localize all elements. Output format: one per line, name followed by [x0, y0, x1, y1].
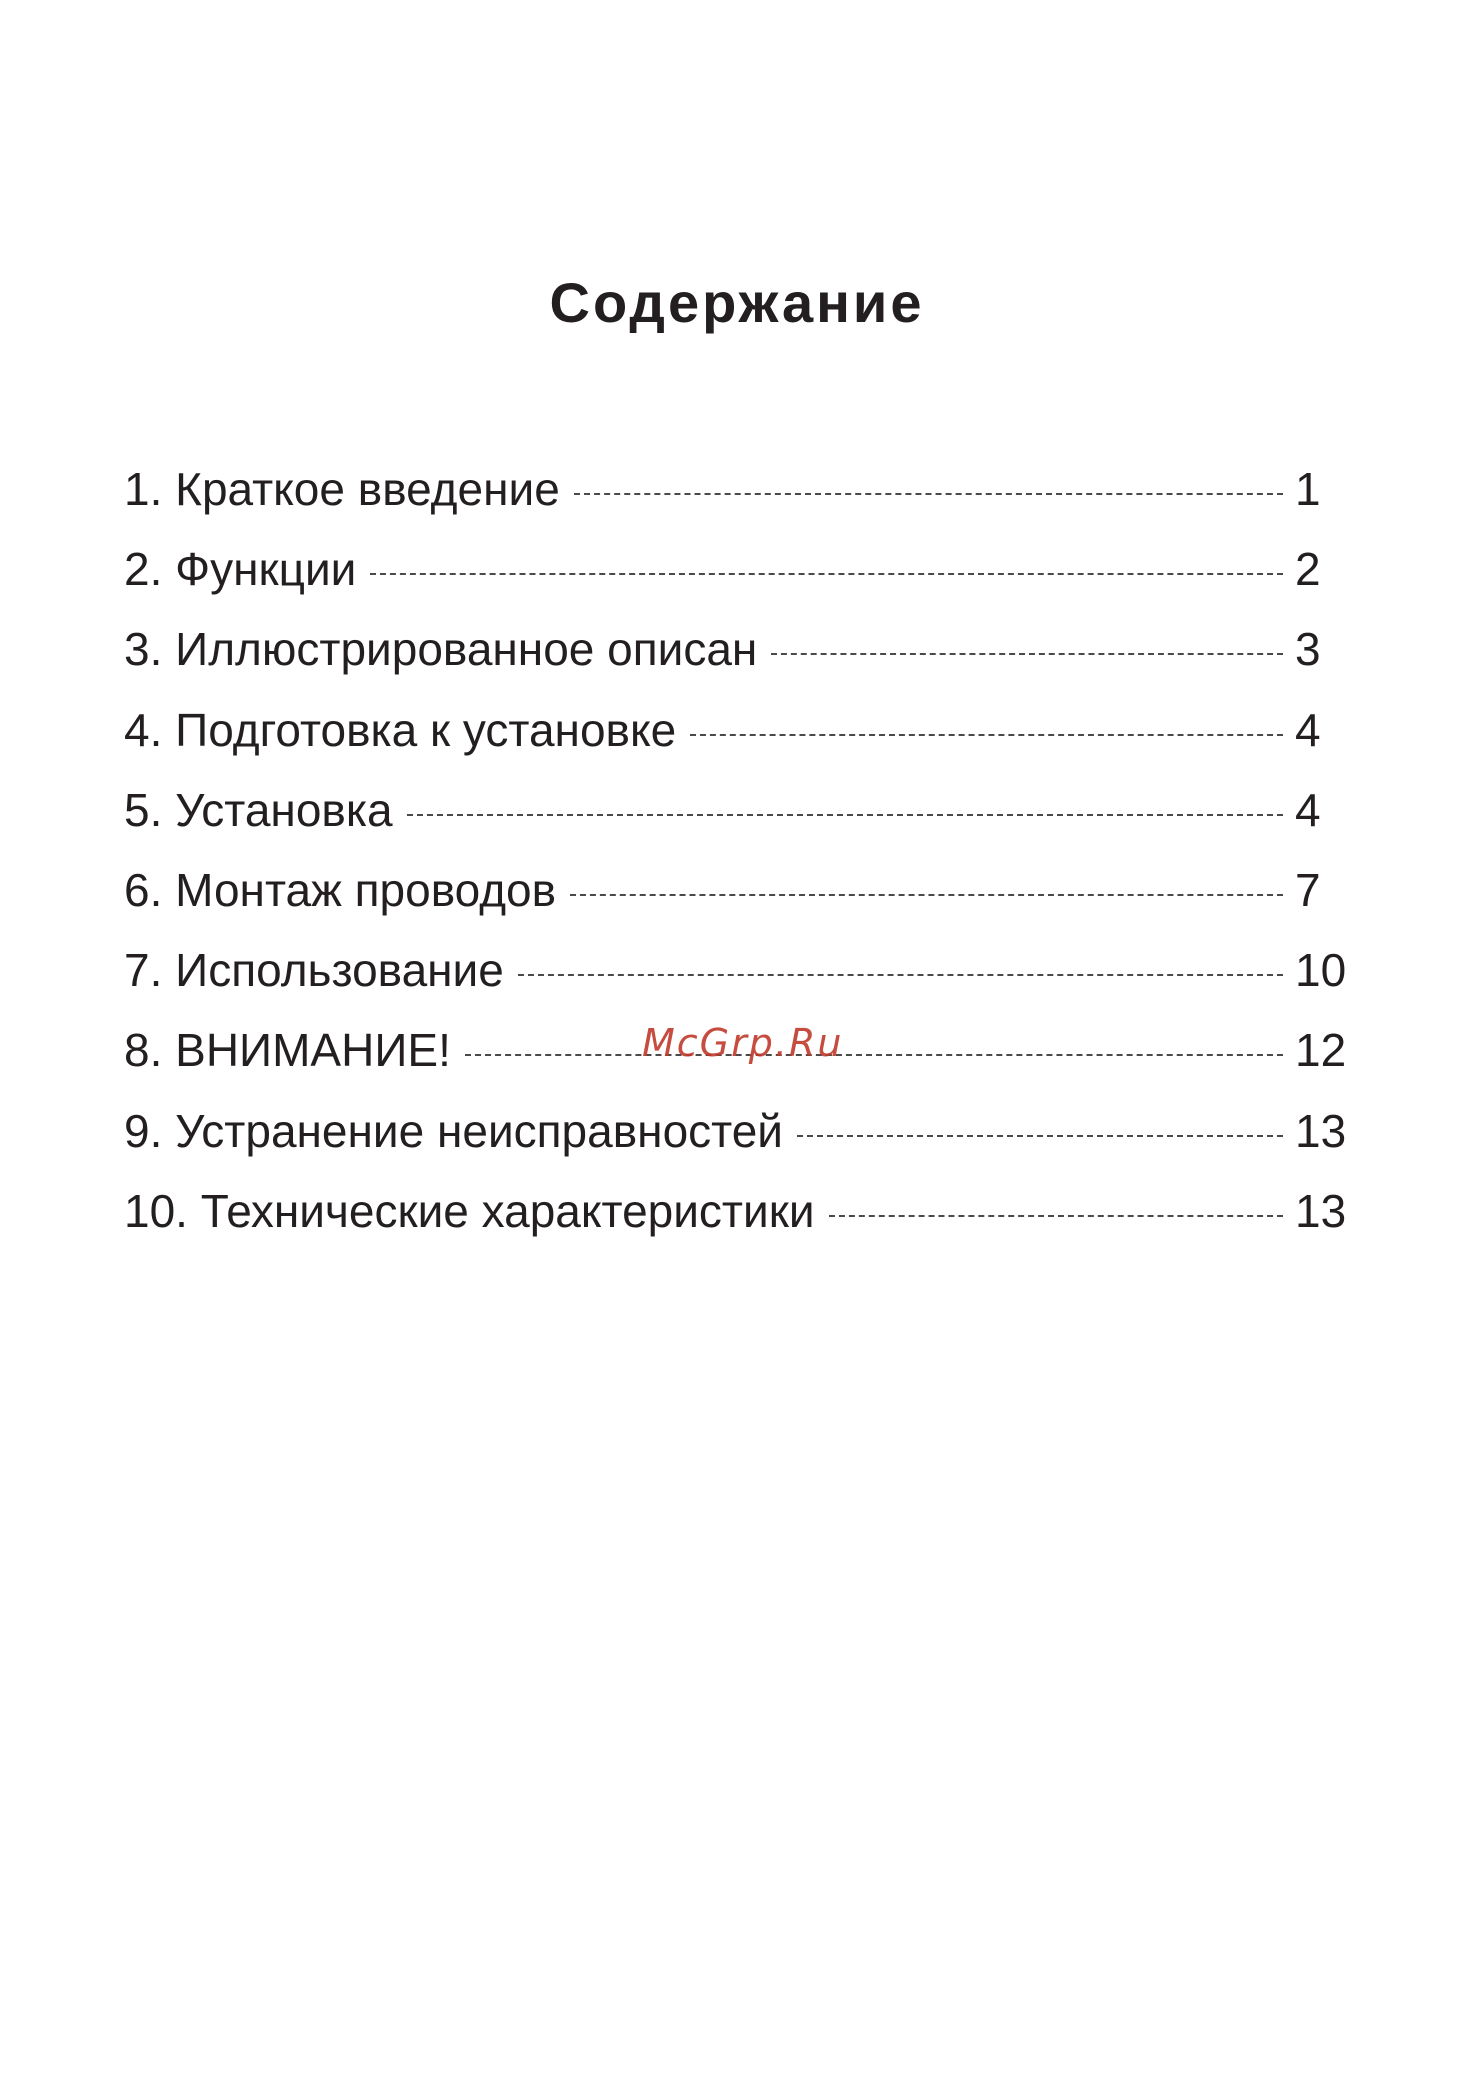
toc-page-number: 4 [1295, 703, 1321, 756]
dot-leader [518, 974, 1283, 976]
toc-page-number: 13 [1295, 1184, 1347, 1237]
toc-entry-4[interactable] [124, 700, 1369, 780]
dot-leader [690, 734, 1283, 736]
toc-page-number: 1 [1295, 463, 1321, 515]
toc-entry-label: 6. Монтаж проводов [124, 863, 557, 916]
toc-entry-10[interactable] [124, 1181, 1369, 1261]
table-of-contents [124, 459, 1369, 1261]
watermark: McGrp.Ru [642, 1021, 844, 1065]
toc-entry-label: 7. Использование [124, 944, 504, 997]
toc-entry-5[interactable] [124, 780, 1369, 860]
toc-entry-label: 4. Подготовка к установке [124, 703, 677, 756]
toc-entry-label: 5. Установка [124, 783, 393, 836]
toc-entry-label: 1. Краткое введение [124, 463, 560, 515]
toc-entry-3[interactable] [124, 619, 1369, 699]
toc-entry-7[interactable] [124, 940, 1369, 1020]
page-title: Содержание [549, 271, 925, 334]
dot-leader [829, 1215, 1283, 1217]
toc-page-number: 4 [1295, 783, 1321, 836]
dot-leader [465, 1054, 1283, 1056]
toc-entry-1[interactable] [124, 459, 1369, 539]
toc-entry-6[interactable] [124, 860, 1369, 940]
dot-leader [370, 573, 1283, 575]
toc-page-number: 12 [1295, 1024, 1347, 1077]
dot-leader [771, 653, 1283, 655]
toc-entry-9[interactable] [124, 1101, 1369, 1181]
toc-entry-2[interactable] [124, 539, 1369, 619]
toc-page-number: 2 [1295, 543, 1321, 596]
dot-leader [797, 1135, 1283, 1137]
toc-page-number: 3 [1295, 623, 1321, 676]
toc-entry-label: 9. Устранение неисправностей [124, 1104, 783, 1157]
toc-page-number: 13 [1295, 1104, 1347, 1157]
toc-entry-label: 2. Функции [124, 543, 357, 596]
dot-leader [407, 814, 1283, 816]
toc-page-number: 10 [1295, 944, 1347, 997]
toc-entry-label: 3. Иллюстрированное описан [124, 623, 758, 676]
toc-entry-label: 8. ВНИМАНИЕ! [124, 1024, 451, 1077]
dot-leader [570, 894, 1283, 896]
toc-entry-label: 10. Технические характеристики [124, 1184, 815, 1237]
toc-page-number: 7 [1295, 863, 1321, 916]
dot-leader [574, 493, 1283, 495]
